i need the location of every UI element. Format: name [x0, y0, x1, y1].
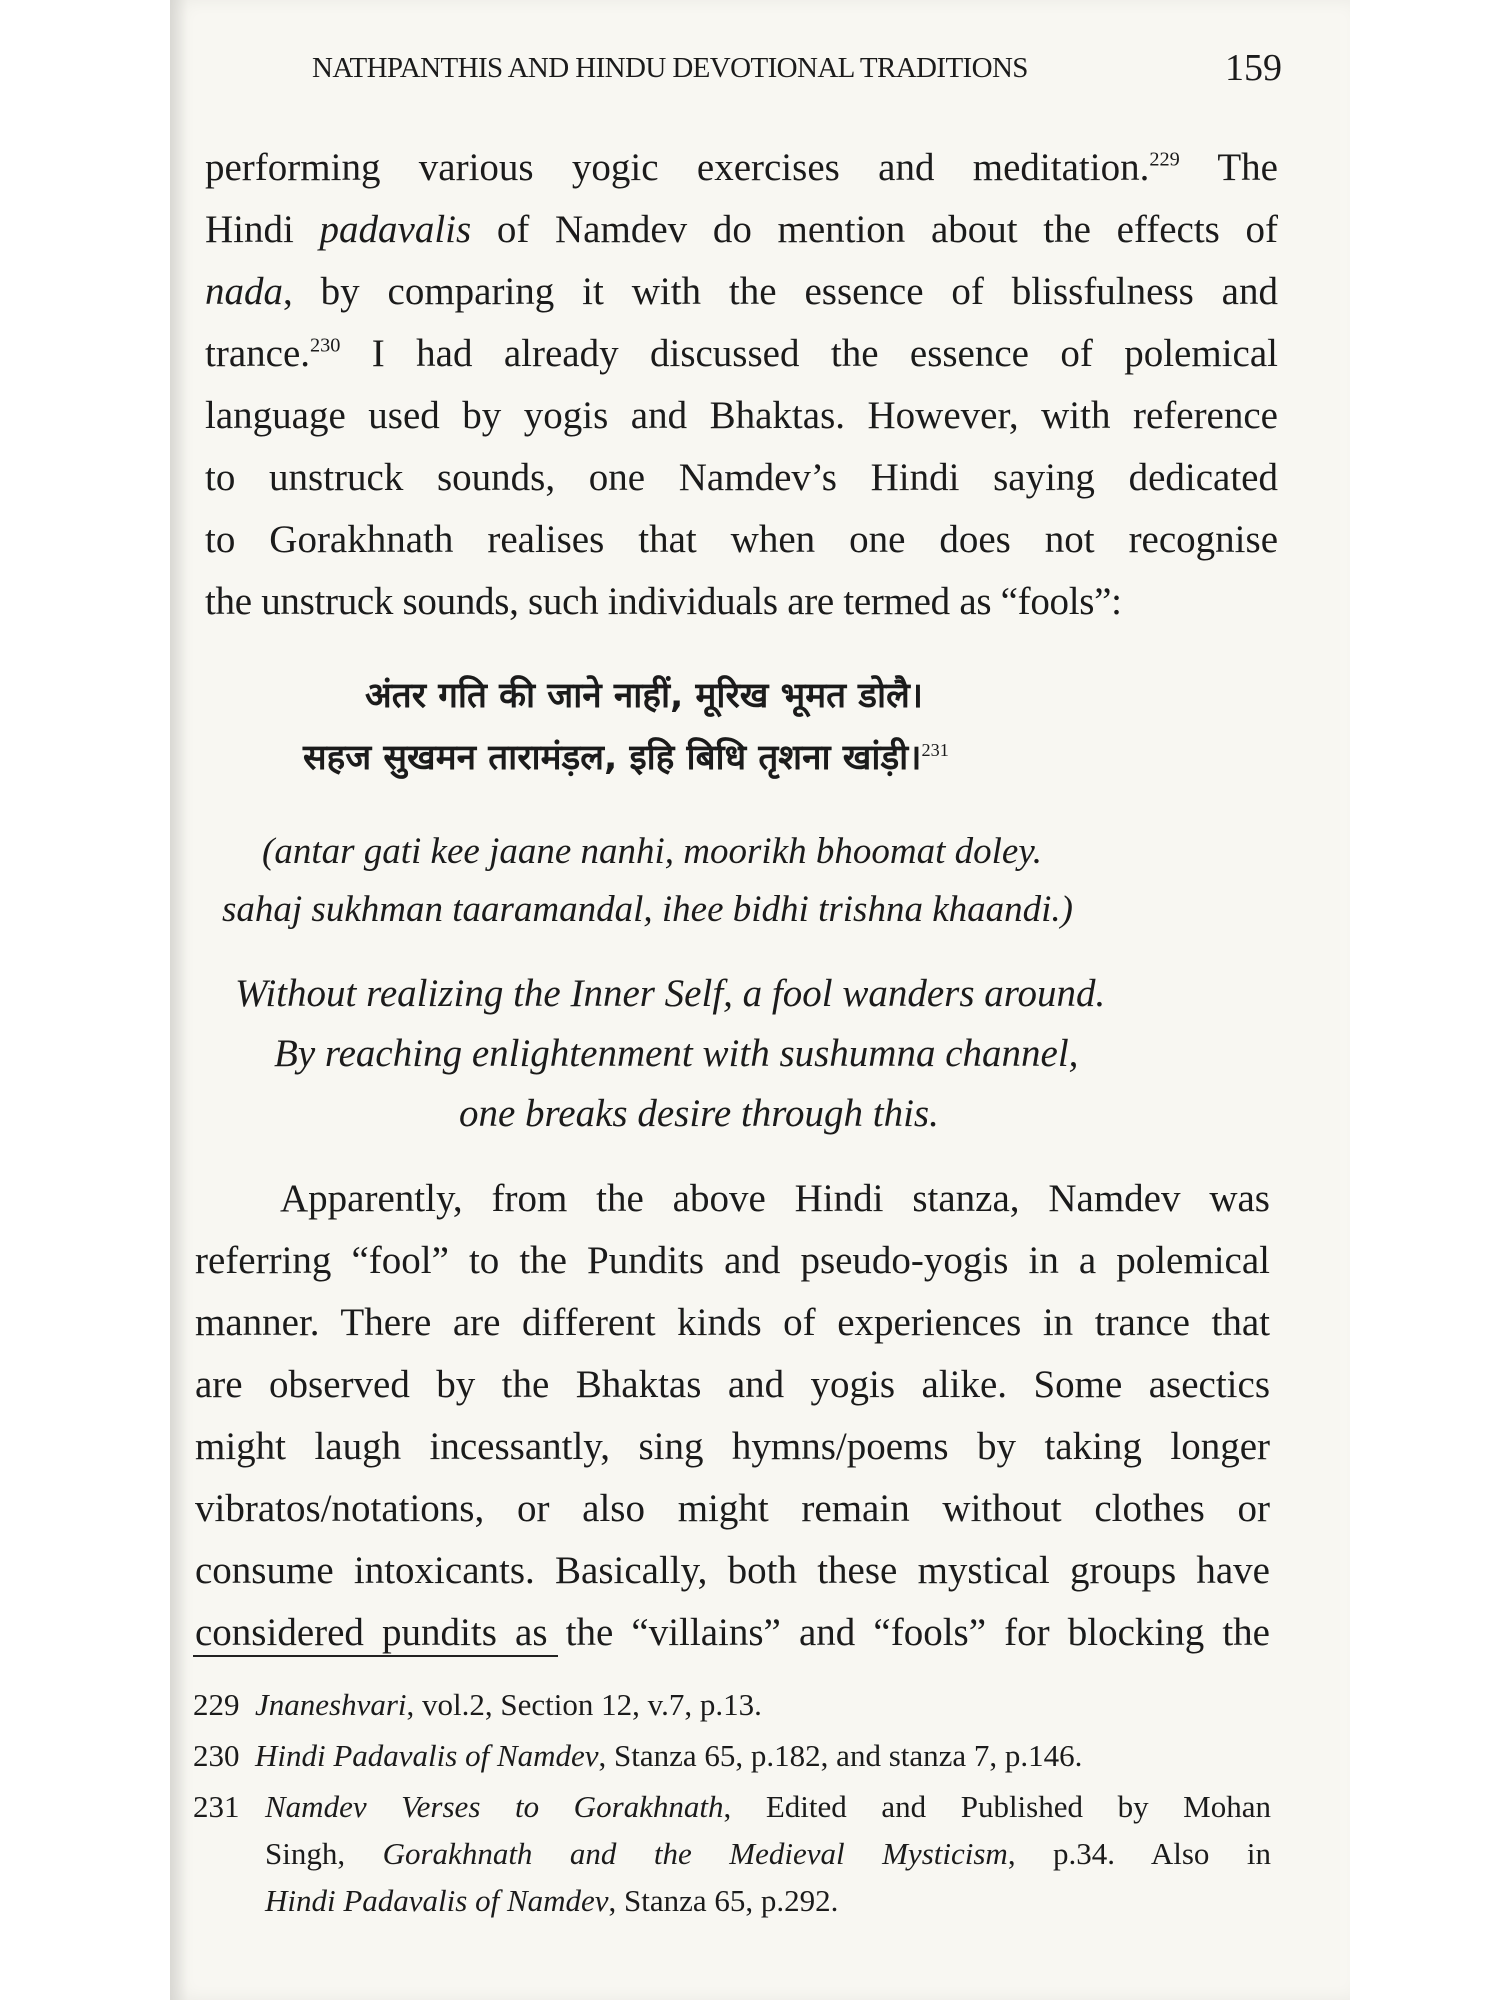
- page-number: 159: [1225, 47, 1282, 89]
- translation-line-3: one breaks desire through this.: [459, 1092, 939, 1135]
- para1-line-1: [205, 148, 1278, 187]
- footnote-231-line-2: [265, 1838, 1271, 1869]
- footnote-229: [193, 1689, 762, 1720]
- para2-line-7: consume intoxicants. Basically, both these mystical groups have: [195, 1549, 1270, 1592]
- footnote-230-number: 230: [193, 1738, 240, 1773]
- padavalis-term: padavalis: [319, 208, 472, 251]
- footnote-231-line-3: [265, 1885, 838, 1916]
- footnote-230-rest: , Stanza 65, p.182, and stanza 7, p.146.: [598, 1738, 1083, 1773]
- transliteration-line-2: sahaj sukhman taaramandal, ihee bidhi trishna khaandi.): [222, 889, 1073, 930]
- footnote-229-number: 229: [193, 1687, 240, 1722]
- para1-line-7: to Gorakhnath realises that when one does not recognise: [205, 518, 1278, 561]
- para1-line-2-post: of Namdev do mention about the effects of: [471, 208, 1278, 251]
- para1-line-3-post: , by comparing it with the essence of blissfulness and: [283, 270, 1278, 313]
- hindi-verse-line-1: अंतर गति की जाने नाहीं, मूरिख भूमत डोलै।: [365, 676, 924, 716]
- para1-line-8: the unstruck sounds, such individuals are termed as “fools”:: [205, 580, 1122, 623]
- footnote-231-pre-2: Singh,: [265, 1836, 383, 1871]
- para2-line-4: are observed by the Bhaktas and yogis alike. Some asectics: [195, 1363, 1270, 1406]
- para1-line-4-pre: trance.: [205, 332, 311, 375]
- footnote-229-title: Jnaneshvari: [255, 1687, 407, 1722]
- para1-line-1-end: The: [1179, 146, 1278, 189]
- footnote-231-title-2: Gorakhnath and the Medieval Mysticism: [382, 1836, 1008, 1871]
- transliteration-line-1: (antar gati kee jaane nanhi, moorikh bhoomat doley.: [262, 831, 1042, 872]
- hindi-verse-line-2-text: सहज सुखमन तारामंड़ल, इहि बिधि तृशना खांड़ी।: [303, 738, 922, 778]
- footnote-230: [193, 1740, 1082, 1771]
- footnote-230-title: Hindi Padavalis of Namdev: [255, 1738, 599, 1773]
- para1-line-5: language used by yogis and Bhaktas. However, with reference: [205, 394, 1278, 437]
- para2-line-8: considered pundits as the “villains” and “fools” for blocking the: [195, 1611, 1270, 1654]
- para1-line-4-post: I had already discussed the essence of polemical: [340, 332, 1278, 375]
- footnote-231-rest-1: , Edited and Published by Mohan: [723, 1789, 1271, 1824]
- para1-line-2: [205, 210, 1278, 249]
- footnote-ref-230: 230: [310, 334, 341, 357]
- para2-line-3: manner. There are different kinds of experiences in trance that: [195, 1301, 1270, 1344]
- nada-term: nada: [205, 270, 283, 313]
- footnote-ref-231: 231: [921, 739, 949, 760]
- footnote-ref-229: 229: [1149, 148, 1180, 171]
- para1-line-3: [205, 272, 1278, 311]
- footnote-231-title-1: Namdev Verses to Gorakhnath: [265, 1789, 724, 1824]
- footnote-231-line-1-text: [265, 1791, 1271, 1822]
- footnote-231-number: 231: [193, 1789, 240, 1824]
- para2-line-6: vibratos/notations, or also might remain without clothes or: [195, 1487, 1270, 1530]
- para1-line-2-pre: Hindi: [205, 208, 320, 251]
- footnote-231-rest-3: , Stanza 65, p.292.: [608, 1883, 839, 1918]
- translation-line-2: By reaching enlightenment with sushumna channel,: [274, 1032, 1079, 1075]
- para2-line-5: might laugh incessantly, sing hymns/poems by taking longer: [195, 1425, 1270, 1468]
- footnote-231-rest-2: , p.34. Also in: [1007, 1836, 1272, 1871]
- translation-line-1: Without realizing the Inner Self, a fool wanders around.: [235, 972, 1106, 1015]
- hindi-verse-line-2: [303, 733, 949, 780]
- footnote-231-line-1: [193, 1791, 240, 1822]
- para1-line-4: [205, 334, 1278, 373]
- footnote-rule: [193, 1655, 558, 1657]
- running-head: NATHPANTHIS AND HINDU DEVOTIONAL TRADITIONS: [312, 52, 1028, 84]
- para2-line-2: referring “fool” to the Pundits and pseudo-yogis in a polemical: [195, 1239, 1270, 1282]
- para1-line-1-text: performing various yogic exercises and meditation.: [205, 146, 1150, 189]
- para2-line-1: Apparently, from the above Hindi stanza, Namdev was: [280, 1177, 1270, 1220]
- footnote-231-title-3: Hindi Padavalis of Namdev: [265, 1883, 609, 1918]
- para1-line-6: to unstruck sounds, one Namdev’s Hindi saying dedicated: [205, 456, 1278, 499]
- footnote-229-rest: , vol.2, Section 12, v.7, p.13.: [406, 1687, 762, 1722]
- spine-shadow: [170, 0, 188, 2000]
